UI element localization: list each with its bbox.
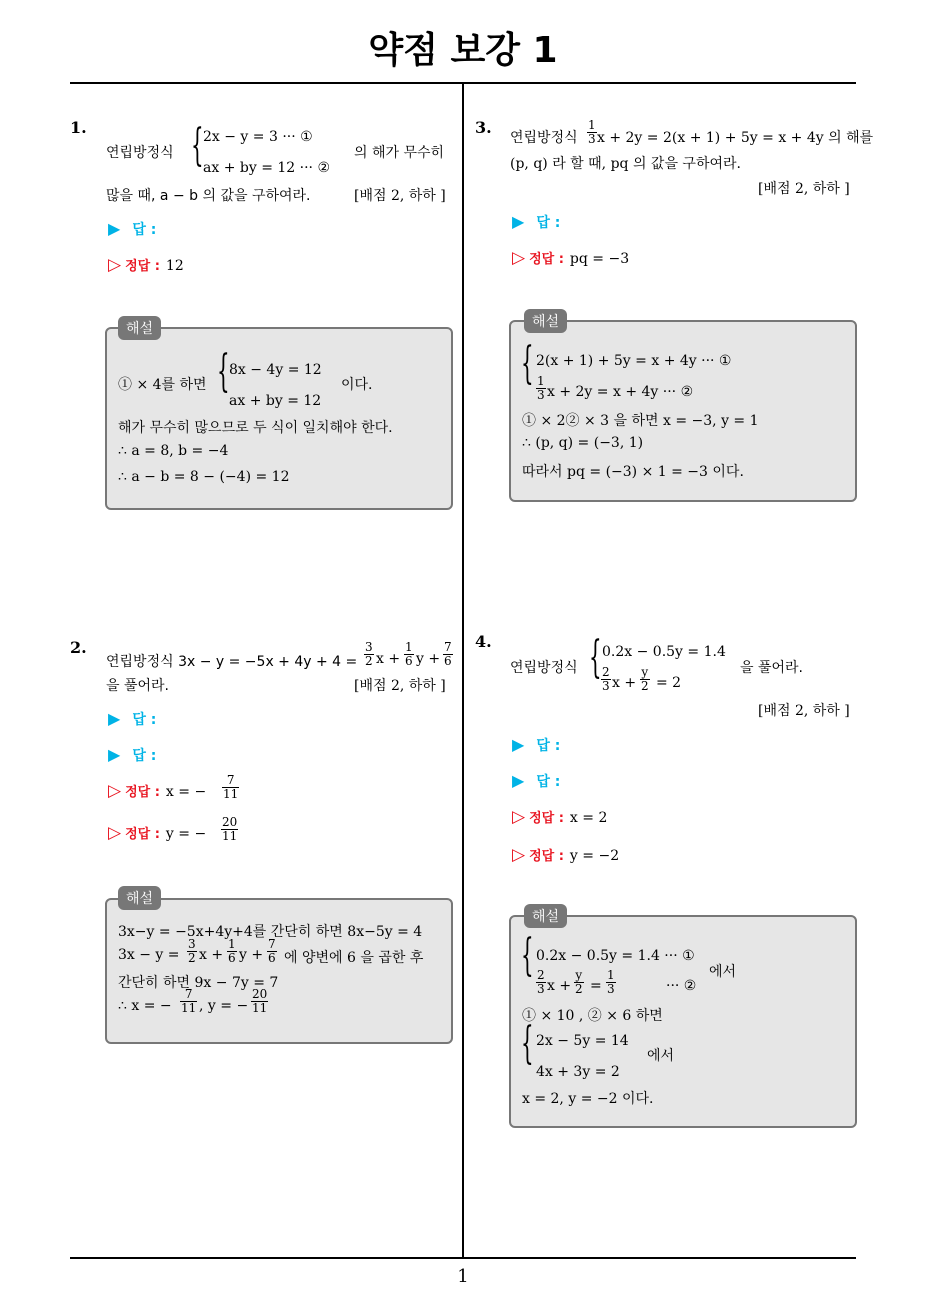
problem-text: y + (416, 651, 441, 667)
explain-line: ① × 2② × 3 을 하면 x = −3, y = 1 (522, 413, 759, 429)
fraction: $\frac{1}{3}$ (607, 968, 615, 996)
explanation-box (105, 898, 453, 1044)
answer-label: 답 : (536, 774, 561, 790)
outline-arrow-icon: ▷ (108, 255, 122, 275)
answer-field-y[interactable] (512, 771, 560, 791)
column-divider (462, 82, 464, 1258)
explain-line: x + (199, 947, 224, 963)
explanation-label: 해설 (118, 316, 161, 340)
problem-text: 많을 때, a − b 의 값을 구하여라. (106, 188, 311, 204)
explain-line: 이다. (341, 377, 373, 393)
outline-arrow-icon: ▷ (108, 823, 122, 843)
system-brace: { (521, 1018, 534, 1069)
answer-label: 답 : (536, 738, 561, 754)
system-brace: { (217, 346, 230, 397)
system-equation-2: ax + by = 12 ··· ② (203, 160, 330, 176)
score-tag: [배점 2, 하하 ] (354, 678, 446, 694)
answer-field-x[interactable] (108, 709, 156, 729)
system-equation-2: x + (612, 675, 637, 691)
problem-lead: 연립방정식 (106, 145, 174, 161)
explain-line: ∴ a − b = 8 − (−4) = 12 (118, 469, 290, 485)
explain-line: y + (239, 947, 264, 963)
correct-answer (108, 781, 206, 801)
score-tag: [배점 2, 하하 ] (354, 188, 446, 204)
fraction: $\frac{2}{3}$ (602, 665, 610, 693)
fraction: $\frac{y}{2}$ (641, 665, 649, 693)
explanation-label: 해설 (118, 886, 161, 910)
system-equation-1: 0.2x − 0.5y = 1.4 ··· ① (536, 948, 695, 964)
explanation-label: 해설 (524, 904, 567, 928)
answer-field-y[interactable] (108, 745, 156, 765)
system-equation-1: 2x − y = 3 ··· ① (203, 129, 313, 145)
outline-arrow-icon: ▷ (512, 845, 526, 865)
explain-line: ∴ a = 8, b = −4 (118, 443, 229, 459)
problem-number: 4. (475, 632, 492, 651)
answer-field[interactable] (512, 212, 560, 232)
explain-line: ① × 10 , ② × 6 하면 (522, 1008, 663, 1024)
system-equation-2: x + 2y = x + 4y ··· ② (547, 384, 694, 400)
page-title: 약점 보강 1 (368, 30, 558, 71)
fraction: $\frac{20}{11}$ (222, 815, 238, 843)
correct-answer (108, 255, 184, 275)
answer-label: 답 : (132, 222, 157, 238)
answer-label: 답 : (132, 748, 157, 764)
answer-field[interactable] (108, 219, 156, 239)
problem-text: x + (376, 651, 401, 667)
problem-number: 3. (475, 118, 492, 137)
fraction: $\frac{1}{6}$ (228, 937, 236, 965)
score-tag: [배점 2, 하하 ] (758, 181, 850, 197)
correct-answer (512, 807, 607, 827)
correct-value: x = − (165, 784, 207, 800)
problem-number: 1. (70, 118, 87, 137)
fraction: $\frac{7}{6}$ (268, 937, 276, 965)
correct-answer (512, 248, 629, 268)
fraction: $\frac{7}{6}$ (444, 640, 452, 668)
explain-line: 따라서 pq = (−3) × 1 = −3 이다. (522, 464, 744, 480)
correct-label: 정답 : (125, 827, 160, 842)
correct-answer (512, 845, 619, 865)
footer-divider (70, 1257, 856, 1259)
system-brace: { (521, 338, 534, 389)
system-equation-1: 0.2x − 0.5y = 1.4 (602, 644, 726, 660)
system-equation-1: 2(x + 1) + 5y = x + 4y ··· ① (536, 353, 732, 369)
system-brace: { (589, 632, 602, 683)
correct-value: y = − (165, 826, 207, 842)
explanation-label: 해설 (524, 309, 567, 333)
correct-value: x = 2 (569, 810, 608, 826)
system-brace: { (521, 930, 534, 981)
outline-arrow-icon: ▷ (108, 781, 122, 801)
correct-answer (108, 823, 206, 843)
problem-text: 의 해가 무수히 (354, 145, 445, 161)
explain-line: , y = − (199, 998, 249, 1014)
fraction: $\frac{1}{3}$ (588, 118, 596, 146)
fraction: $\frac{20}{11}$ (252, 987, 268, 1015)
correct-value: pq = −3 (569, 251, 630, 267)
explain-line: 간단히 하면 9x − 7y = 7 (118, 975, 279, 991)
correct-label: 정답 : (529, 811, 564, 826)
problem-text: 을 풀어라. (740, 660, 803, 676)
explain-line: ① × 4를 하면 (118, 377, 207, 393)
play-arrow-icon: ▶ (108, 709, 121, 728)
page-number: 1 (457, 1266, 469, 1287)
play-arrow-icon: ▶ (512, 735, 525, 754)
system-brace: { (191, 120, 204, 171)
correct-label: 정답 : (125, 259, 160, 274)
explain-line: ∴ (p, q) = (−3, 1) (522, 435, 644, 451)
play-arrow-icon: ▶ (108, 219, 121, 238)
correct-label: 정답 : (125, 785, 160, 800)
play-arrow-icon: ▶ (108, 745, 121, 764)
system-equation-1: 2x − 5y = 14 (536, 1033, 629, 1049)
fraction: $\frac{7}{11}$ (181, 987, 197, 1015)
explain-line: ∴ x = − (118, 998, 172, 1014)
problem-lead: 연립방정식 3x − y = −5x + 4y + 4 = (106, 654, 358, 670)
fraction: $\frac{3}{2}$ (365, 640, 373, 668)
correct-value: 12 (165, 258, 184, 274)
fraction: $\frac{2}{3}$ (537, 968, 545, 996)
explain-line: 해가 무수히 많으므로 두 식이 일치해야 한다. (118, 420, 393, 436)
system-equation-2: 4x + 3y = 2 (536, 1064, 620, 1080)
score-tag: [배점 2, 하하 ] (758, 703, 850, 719)
system-equation-2: = 2 (656, 675, 682, 691)
explain-line: x = 2, y = −2 이다. (522, 1091, 654, 1107)
problem-number: 2. (70, 638, 87, 657)
fraction: $\frac{1}{6}$ (405, 640, 413, 668)
correct-label: 정답 : (529, 252, 564, 267)
problem-lead: 연립방정식 (510, 130, 578, 146)
problem-text: 을 풀어라. (106, 678, 169, 694)
fraction: $\frac{3}{2}$ (188, 937, 196, 965)
fraction: $\frac{1}{3}$ (537, 374, 545, 402)
fraction: $\frac{y}{2}$ (575, 968, 583, 996)
problem-text: x + 2y = 2(x + 1) + 5y = x + 4y 의 해를 (597, 130, 874, 146)
play-arrow-icon: ▶ (512, 771, 525, 790)
answer-label: 답 : (132, 712, 157, 728)
explain-line: 에서 (709, 964, 737, 980)
answer-field-x[interactable] (512, 735, 560, 755)
outline-arrow-icon: ▷ (512, 807, 526, 827)
explain-line: 3x−y = −5x+4y+4를 간단히 하면 8x−5y = 4 (118, 924, 423, 940)
system-equation-2: x + (547, 978, 572, 994)
problem-lead: 연립방정식 (510, 660, 578, 676)
outline-arrow-icon: ▷ (512, 248, 526, 268)
system-equation-2: ax + by = 12 (229, 393, 322, 409)
explain-line: 에 양변에 6 을 곱한 후 (284, 950, 424, 966)
play-arrow-icon: ▶ (512, 212, 525, 231)
system-equation-2: = (590, 978, 602, 994)
correct-value: y = −2 (569, 848, 620, 864)
answer-label: 답 : (536, 215, 561, 231)
problem-text: (p, q) 라 할 때, pq 의 값을 구하여라. (510, 156, 741, 172)
system-equation-1: 8x − 4y = 12 (229, 362, 322, 378)
correct-label: 정답 : (529, 849, 564, 864)
explain-line: 에서 (647, 1048, 675, 1064)
explain-line: 3x − y = (118, 947, 180, 963)
system-equation-2: ··· ② (666, 978, 697, 994)
fraction: $\frac{7}{11}$ (223, 773, 239, 801)
